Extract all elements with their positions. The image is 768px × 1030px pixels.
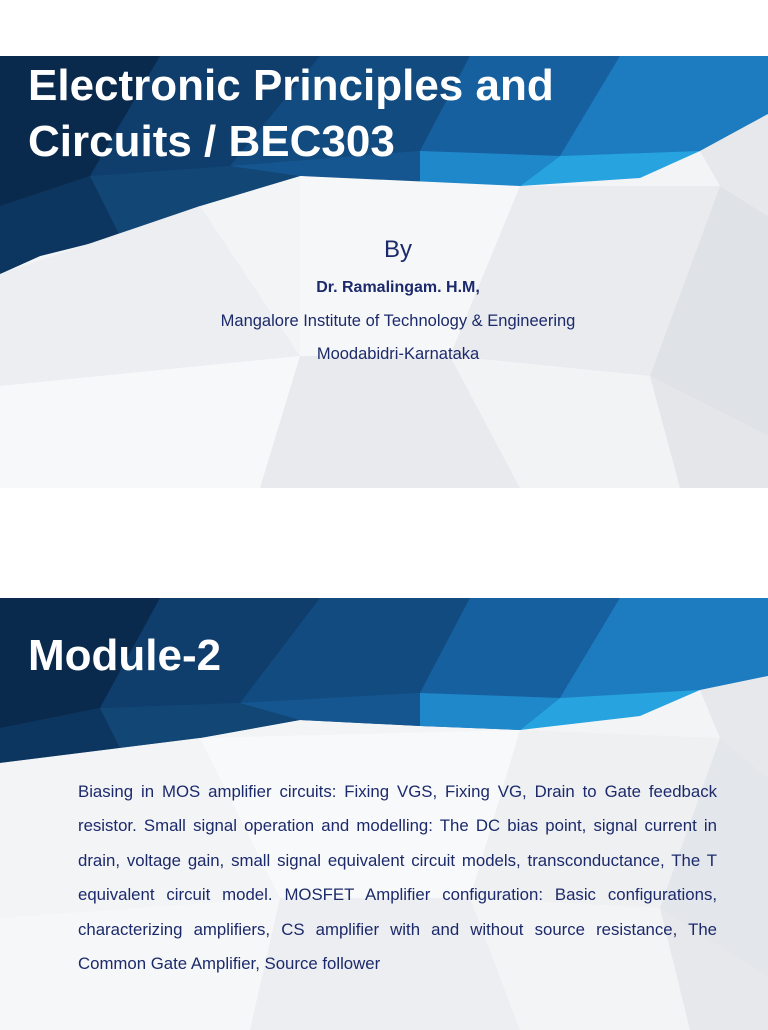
institution-name: Mangalore Institute of Technology & Engineering: [220, 312, 576, 330]
title-slide: [0, 56, 768, 488]
module-slide: [0, 598, 768, 1030]
title-line-1: Electronic Principles and: [28, 61, 554, 110]
slide1-title: [28, 58, 554, 170]
module-title: Module-2: [28, 631, 222, 680]
author-name: Dr. Ramalingam. H.M,: [316, 279, 480, 296]
title-line-2: Circuits / BEC303: [28, 117, 395, 166]
by-label: By: [383, 236, 412, 263]
institution-location: Moodabidri-Karnataka: [316, 345, 480, 363]
module-syllabus-text: Biasing in MOS amplifier circuits: Fixing VGS, Fixing VG, Drain to Gate feedback resistor. Small signal operation and modelling: The DC bias point, signal current in drain, voltage gain, small signal equivalent circuit models, transconductance, The T equivalent circuit model. MOSFET Amplifier configuration: Basic configurations, characterizing amplifiers, CS amplifier with and without source resistance, The Common Gate Amplifier, Source follower: [78, 782, 717, 974]
